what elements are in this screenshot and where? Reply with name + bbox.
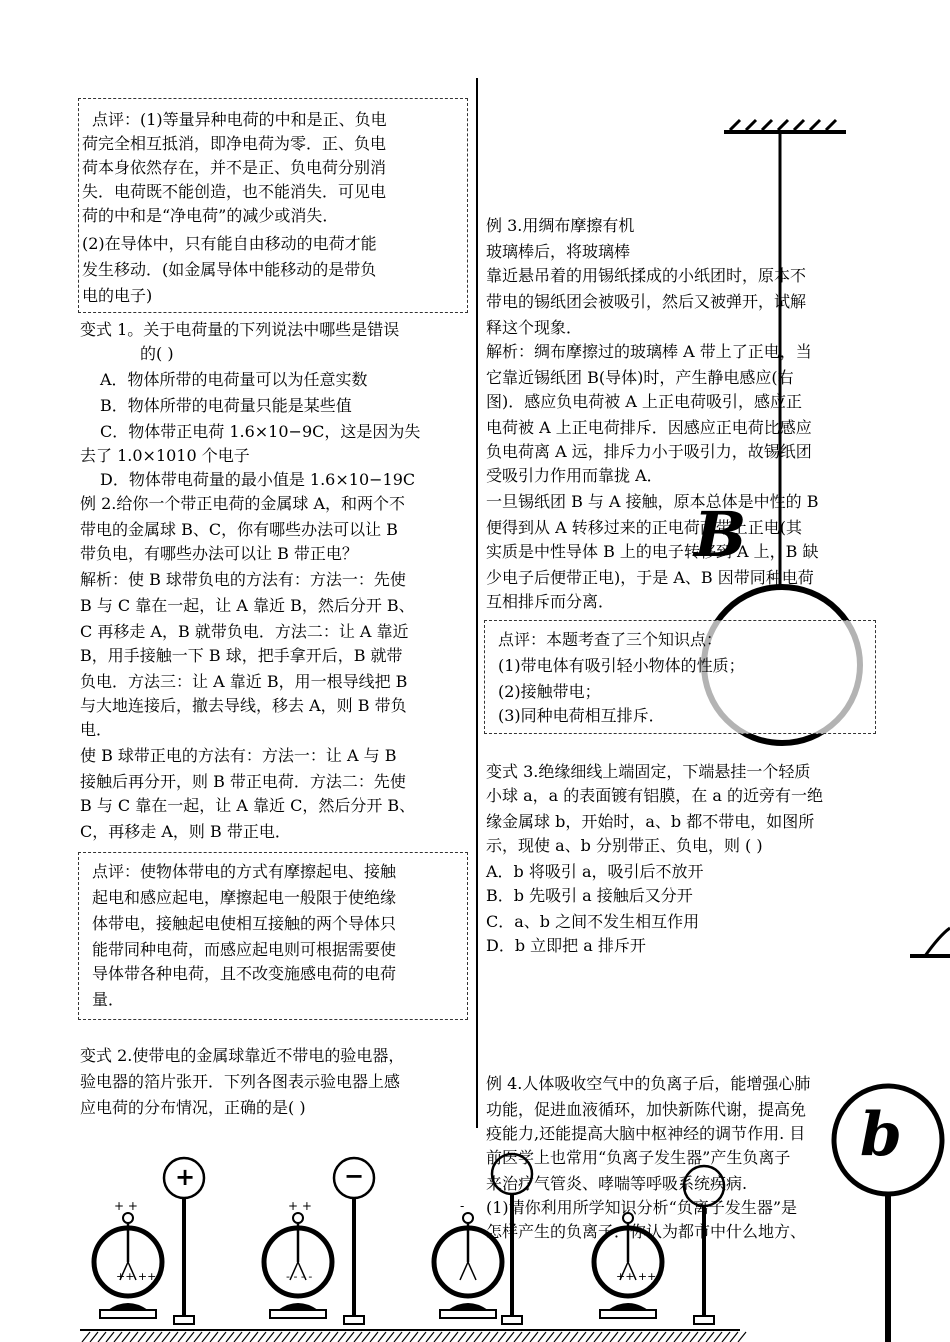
variant2-question: 验电器的箔片张开．下列各图表示验电器上感	[80, 1072, 401, 1091]
example2-line: C 再移走 A，B 就带负电．方法二：让 A 靠近	[80, 622, 409, 641]
example3-line: 电荷被 A 上正电荷排斥．因感应正电荷比感应	[486, 418, 812, 437]
note1-line: (2)在导体中，只有能自由移动的电荷才能	[82, 234, 377, 253]
variant3-option-b: B．b 先吸引 a 接触后又分开	[486, 886, 693, 905]
example2-line: 解析：使 B 球带负电的方法有：方法一：先使	[80, 570, 406, 589]
example3-line: 一旦锡纸团 B 与 A 接触，原本总体是中性的 B	[486, 492, 819, 511]
example2-line: 带负电，有哪些办法可以让 B 带正电？	[80, 544, 358, 563]
example3-line: 互相排斥而分离．	[486, 592, 615, 611]
example2-line: B，用手接触一下 B 球，把手拿开后，B 就带	[80, 646, 403, 665]
note1-line: 荷本身依然存在，并不是正、负电荷分别消	[82, 158, 387, 177]
example2-line: 带电的金属球 B、C，你有哪些办法可以让 B	[80, 520, 398, 539]
note1-line: 发生移动．(如金属导体中能移动的是带负	[82, 260, 377, 279]
example3-line: 实质是中性导体 B 上的电子转移到 A 上，B 缺	[486, 542, 819, 561]
example2-line: 电．	[80, 720, 113, 739]
example3-line: 例 3.用绸布摩擦有机	[486, 216, 635, 235]
example2-line: B 与 C 靠在一起，让 A 靠近 C，然后分开 B、	[80, 796, 416, 815]
svg-text:- - - -: - - - -	[286, 1270, 313, 1283]
note1-line: 荷完全相互抵消，即净电荷为零．正、负电	[82, 134, 387, 153]
example4-line: 怎样产生的负离子．你认为都市中什么地方、	[486, 1222, 807, 1241]
variant1-option-c: 去了 1.0×1010 个电子	[80, 446, 250, 465]
variant3-option-d: D．b 立即把 a 排斥开	[486, 936, 646, 955]
example4-line: (1)请你利用所学知识分析“负离子发生器”是	[486, 1198, 798, 1217]
note3-line: 点评：本题考查了三个知识点：	[498, 630, 723, 649]
example3-line: 带电的锡纸团会被吸引，然后又被弹开，试解	[486, 292, 807, 311]
variant1-question: 的( )	[140, 344, 174, 363]
example2-line: 例 2.给你一个带正电荷的金属球 A，和两个不	[80, 494, 405, 513]
note2-line: 能带同种电荷，而感应起电则可根据需要使	[92, 940, 397, 959]
example4-line: 前医学上也常用“负离子发生器”产生负离子	[486, 1148, 791, 1167]
variant1-option-d: D．物体带电荷量的最小值是 1.6×10−19C	[100, 470, 416, 489]
plus-sign-label: +	[175, 1163, 196, 1191]
example2-line: B 与 C 靠在一起，让 A 靠近 B，然后分开 B、	[80, 596, 415, 615]
svg-text:+ +: + +	[114, 1199, 138, 1213]
variant1-option-b: B．物体所带的电荷量只能是某些值	[100, 396, 352, 415]
note1-line: 荷的中和是“净电荷”的减少或消失．	[82, 206, 339, 225]
ceiling-hatch	[730, 120, 836, 130]
example3-line: 受吸引力作用而靠拢 A．	[486, 466, 663, 485]
note2-line: 点评：使物体带电的方式有摩擦起电、接触	[92, 862, 397, 881]
variant3-question: 变式 3.绝缘细线上端固定，下端悬挂一个轻质	[486, 762, 811, 781]
example4-line: 来治疗气管炎、哮喘等呼吸系统疾病.	[486, 1174, 748, 1193]
variant2-question: 变式 2.使带电的金属球靠近不带电的验电器，	[80, 1046, 405, 1065]
variant1-option-c: C．物体带正电荷 1.6×10−9C，这是因为失	[100, 422, 421, 441]
ball-b-label-small: b	[860, 1100, 902, 1170]
note2-line: 导体带各种电荷，且不改变施感电荷的电荷	[92, 964, 397, 983]
example3-line: 释这个现象．	[486, 318, 583, 337]
note1-line: 点评：(1)等量异种电荷的中和是正、负电	[92, 110, 387, 129]
variant1-question: 变式 1。关于电荷量的下列说法中哪些是错误	[80, 320, 400, 339]
svg-text:++ ++: ++ ++	[116, 1270, 157, 1283]
variant3-option-a: A．b 将吸引 a，吸引后不放开	[486, 862, 704, 881]
ball-b-label-large: B	[694, 498, 747, 571]
example3-line: 玻璃棒后，将玻璃棒	[486, 242, 631, 261]
note1-line: 失．电荷既不能创造，也不能消失．可见电	[82, 182, 387, 201]
variant1-option-a: A．物体所带的电荷量可以为任意实数	[100, 370, 368, 389]
note2-line: 起电和感应起电，摩擦起电一般限于使绝缘	[92, 888, 397, 907]
example3-line: 便得到从 A 转移过来的正电荷而带上正电(其	[486, 518, 802, 537]
variant3-question: 小球 a，a 的表面镀有铝膜，在 a 的近旁有一绝	[486, 786, 823, 805]
example3-line: 解析：绸布摩擦过的玻璃棒 A 带上了正电，当	[486, 342, 812, 361]
variant3-option-c: C．a、b 之间不发生相互作用	[486, 912, 700, 931]
example3-line: 靠近悬吊着的用锡纸揉成的小纸团时，原本不	[486, 266, 807, 285]
note2-line: 量．	[92, 990, 125, 1009]
example3-line: 负电荷离 A 远，排斥力小于吸引力，故锡纸团	[486, 442, 812, 461]
note3-line: (2)接触带电；	[498, 682, 601, 701]
example2-line: 负电．方法三：让 A 靠近 B，用一根导线把 B	[80, 672, 408, 691]
example2-line: 使 B 球带正电的方法有：方法一：让 A 与 B	[80, 746, 397, 765]
note1-line: 电的电子)	[82, 286, 153, 305]
note3-line: (1)带电体有吸引轻小物体的性质；	[498, 656, 745, 675]
note2-line: 体带电，接触起电使相互接触的两个导体只	[92, 914, 397, 933]
svg-text:++ ++: ++ ++	[616, 1270, 657, 1283]
svg-text:+ +: + +	[288, 1199, 312, 1213]
variant2-question: 应电荷的分布情况，正确的是( )	[80, 1098, 306, 1117]
note3-line: (3)同种电荷相互排斥．	[498, 706, 665, 725]
example4-line: 疫能力,还能提高大脑中枢神经的调节作用. 目	[486, 1124, 806, 1143]
example2-line: 与大地连接后，撤去导线，移去 A，则 B 带负	[80, 696, 407, 715]
example4-line: 功能，促进血液循环，加快新陈代谢，提高免	[486, 1100, 807, 1119]
minus-sign-label: −	[344, 1162, 365, 1190]
variant3-question: 示，现使 a、b 分别带正、负电，则 ( )	[486, 836, 763, 855]
example2-line: 接触后再分开，则 B 带正电荷．方法二：先使	[80, 772, 406, 791]
example3-line: 图)．感应负电荷被 A 上正电荷吸引，感应正	[486, 392, 802, 411]
example3-line: 它靠近锡纸团 B(导体)时，产生静电感应(右	[486, 368, 794, 387]
example2-line: C，再移走 A，则 B 带正电．	[80, 822, 291, 841]
variant3-question: 缘金属球 b，开始时，a、b 都不带电，如图所	[486, 812, 815, 831]
example4-line: 例 4.人体吸收空气中的负离子后，能增强心肺	[486, 1074, 811, 1093]
example3-line: 少电子后便带正电)，于是 A、B 因带同种电荷	[486, 568, 814, 587]
svg-text:-: -	[460, 1199, 465, 1213]
